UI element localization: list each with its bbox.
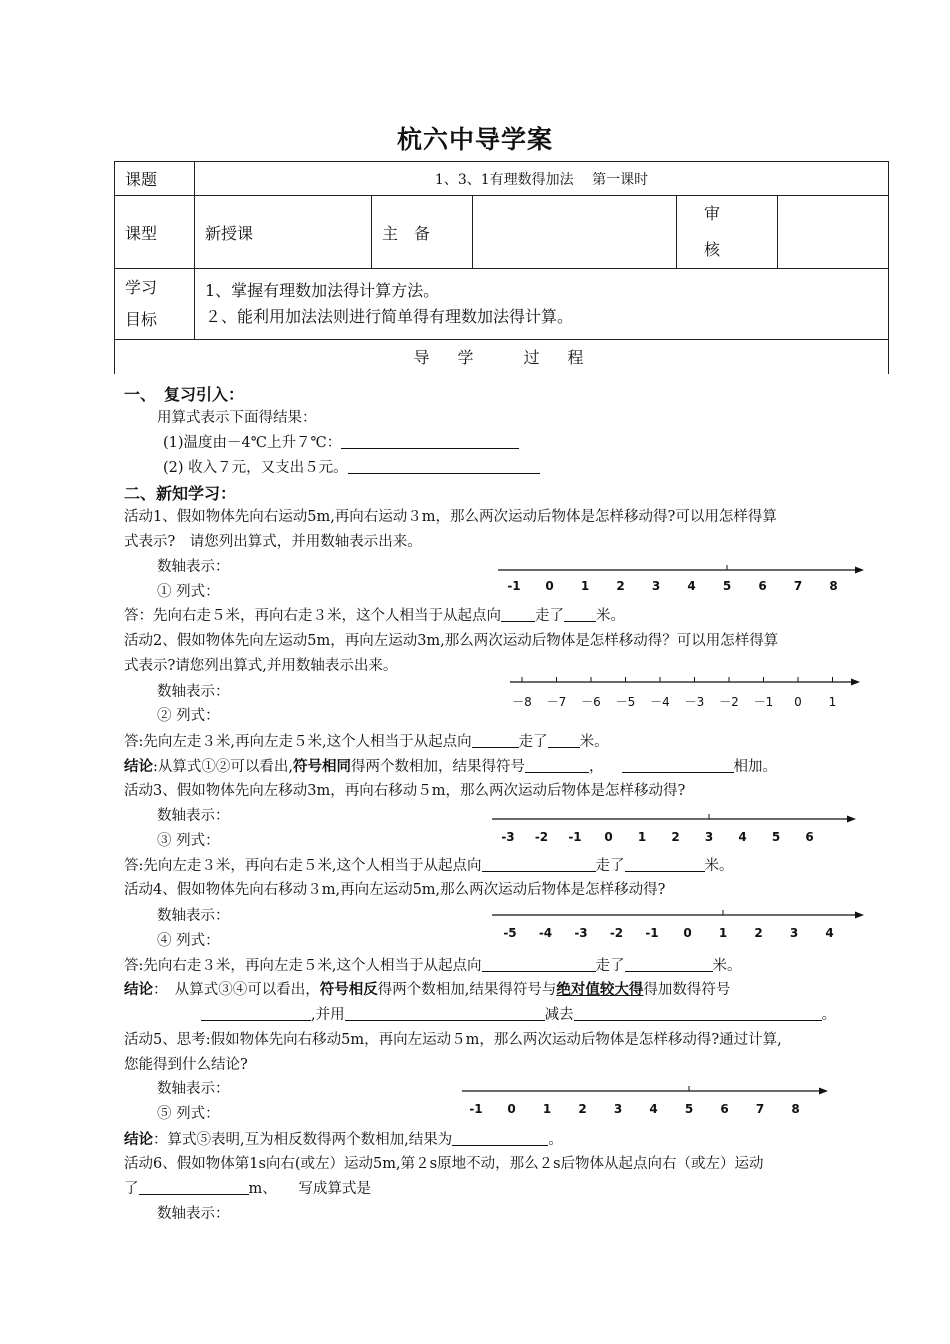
answer-4 <box>124 954 742 975</box>
tick-label: -1 <box>645 926 659 940</box>
axis-label-1: 数轴表示： <box>157 559 230 575</box>
axis-arrow <box>855 567 864 574</box>
tick-label: 3 <box>651 579 661 593</box>
axis-arrow <box>819 1088 828 1095</box>
answer-3-blank-2 <box>625 857 705 872</box>
tick-label: 1 <box>718 926 728 940</box>
tick-label: -2 <box>534 830 549 844</box>
page-title: 杭六中导学案 <box>396 125 553 154</box>
review-intro: 用算式表示下面得结果： <box>157 410 317 426</box>
tick-label: 0 <box>507 1102 516 1116</box>
review-q2-text: (2) 收入７元，又支出５元。 <box>163 460 348 476</box>
activity-5-line-1: 活动5、思考:假如物体先向右移动5m，再向左运动５m，那么两次运动后物体是怎样移动得?通过计算, <box>124 1032 782 1048</box>
answer-3-blank-1 <box>482 857 596 872</box>
tick-label: 6 <box>720 1102 729 1116</box>
conclusion-1-blank-1 <box>525 758 589 773</box>
conclusion-2-bold-2: 绝对值较大得 <box>556 981 644 998</box>
activity-2-line-1: 活动2、假如物体先向左运动5m，再向左运动3m,那么两次运动后物体是怎样移动得？可以用怎样得算 <box>124 633 779 649</box>
tick-label: 7 <box>793 579 803 593</box>
answer-2-c: 米。 <box>579 734 609 750</box>
goal-row <box>115 269 889 340</box>
answer-4-blank-2 <box>625 957 713 972</box>
prepare-label: 主 备 <box>372 196 473 269</box>
answer-1-b: 走了 <box>535 608 564 624</box>
tick-label: －6 <box>581 695 601 709</box>
activity-6-line-1: 活动6、假如物体第1s向右(或左）运动5m,第２s原地不动，那么２s后物体从起点向右（或左）运动 <box>124 1156 764 1172</box>
conclusion-2-line-2 <box>201 1003 836 1024</box>
tick-label: 3 <box>789 926 799 940</box>
tick-label: -2 <box>609 926 624 940</box>
type-value: 新授课 <box>195 196 372 269</box>
goal-label <box>115 269 195 340</box>
goal-2: ２、能利用加法法则进行简单得有理数加法得计算。 <box>205 307 574 326</box>
axis-label-4: 数轴表示： <box>157 908 230 924</box>
tick-label: 4 <box>825 926 834 940</box>
tick-label: 1 <box>637 830 647 844</box>
activity-3-line: 活动3、假如物体先向左移动3m，再向右移动５m，那么两次运动后物体是怎样移动得? <box>124 783 686 799</box>
conclusion-2-a: ： 从算式③④可以看出， <box>153 982 320 998</box>
number-line-1 <box>498 562 864 594</box>
review-value <box>778 196 889 269</box>
topic-value: 1、3、1有理数得加法 第一课时 <box>195 162 889 196</box>
tick-label: 0 <box>604 830 613 844</box>
type-label: 课型 <box>115 196 195 269</box>
activity-1-line-2: 式表示? 请您列出算式，并用数轴表示出来。 <box>124 534 422 550</box>
conclusion-2-f: 。 <box>821 1007 837 1023</box>
tick-label: －2 <box>719 695 739 709</box>
conclusion-3-blank <box>452 1131 548 1146</box>
axis-label-6: 数轴表示： <box>157 1206 230 1222</box>
conclusion-2-label: 结论 <box>124 981 153 998</box>
activity-2-line-2: 式表示?请您列出算式,并用数轴表示出来。 <box>124 658 398 674</box>
process-label: 导 学 过 程 <box>115 340 889 374</box>
prepare-value <box>473 196 677 269</box>
tick-label: 2 <box>578 1102 587 1116</box>
tick-label: 7 <box>755 1102 765 1116</box>
goal-content <box>195 269 889 340</box>
conclusion-1-c: ， <box>589 759 604 775</box>
review-heading: 一、 复习引入： <box>124 385 245 404</box>
tick-label: 3 <box>704 830 714 844</box>
tick-label: 4 <box>649 1102 658 1116</box>
tick-label: 0 <box>683 926 692 940</box>
answer-3-a: 答:先向左走３米，再向右走５米,这个人相当于从起点向 <box>124 858 482 874</box>
answer-4-b: 走了 <box>595 958 625 974</box>
conclusion-2-bold-1: 符号相反 <box>319 981 378 998</box>
conclusion-3-label: 结论 <box>124 1131 153 1148</box>
tick-label: 2 <box>616 579 625 593</box>
conclusion-2-e: 减去 <box>544 1007 574 1023</box>
goal-label-2: 目标 <box>125 310 158 329</box>
conclusion-2-blank-2 <box>345 1006 545 1021</box>
formula-1: ① 列式： <box>157 584 220 600</box>
answer-1-c: 米。 <box>596 608 625 624</box>
answer-1-a: 答：先向右走５米，再向右走３米，这个人相当于从起点向 <box>124 608 501 624</box>
conclusion-2-blank-1 <box>201 1006 311 1021</box>
activity-4-line: 活动4、假如物体先向右移动３m,再向左运动5m,那么两次运动后物体是怎样移动得? <box>124 882 666 898</box>
number-line-4 <box>492 907 864 939</box>
conclusion-2-blank-3 <box>574 1006 822 1021</box>
conclusion-3 <box>124 1128 563 1149</box>
tick-label: 1 <box>542 1102 552 1116</box>
answer-4-a: 答:先向右走３米，再向左走５米,这个人相当于从起点向 <box>124 958 482 974</box>
tick-label: 5 <box>684 1102 694 1116</box>
activity-6-line-2 <box>124 1177 371 1198</box>
answer-2-blank-2 <box>548 733 580 748</box>
tick-label: －4 <box>650 695 670 709</box>
new-heading: 二、新知学习： <box>124 484 237 503</box>
tick-label: -5 <box>503 926 517 940</box>
number-line-2 <box>510 674 860 710</box>
answer-1 <box>124 604 625 625</box>
goal-label-1: 学习 <box>125 278 158 297</box>
goal-1: 1、掌握有理数加法得计算方法。 <box>205 281 440 300</box>
review-q2-blank <box>348 459 540 474</box>
tick-label: 2 <box>754 926 763 940</box>
conclusion-2-line-1 <box>124 978 730 999</box>
tick-label: 5 <box>771 830 781 844</box>
conclusion-1-label: 结论 <box>124 758 153 775</box>
topic-label: 课题 <box>115 162 195 196</box>
axis-arrow <box>855 912 864 919</box>
tick-label: －7 <box>546 695 567 709</box>
topic-row <box>115 162 889 196</box>
review-q2 <box>163 456 540 477</box>
conclusion-1-d: 相加。 <box>733 759 777 775</box>
tick-label: 6 <box>758 579 767 593</box>
tick-label: －1 <box>753 695 774 709</box>
tick-label: 2 <box>671 830 680 844</box>
conclusion-1 <box>124 755 777 776</box>
review-q1-blank <box>341 434 519 449</box>
process-row <box>115 340 889 374</box>
tick-label: -3 <box>501 830 515 844</box>
answer-3 <box>124 854 734 875</box>
tick-label: 1 <box>828 695 837 709</box>
conclusion-1-bold: 符号相同 <box>293 758 351 775</box>
tick-label: 5 <box>722 579 732 593</box>
axis-arrow <box>847 816 856 823</box>
answer-2 <box>124 730 609 751</box>
type-row <box>115 196 889 269</box>
conclusion-2-c: 得加数得符号 <box>643 982 731 998</box>
tick-label: -1 <box>507 579 521 593</box>
tick-label: 3 <box>613 1102 623 1116</box>
conclusion-2-d: ,并用 <box>311 1007 345 1023</box>
formula-4: ④ 列式： <box>157 933 220 949</box>
axis-label-2: 数轴表示： <box>157 684 230 700</box>
activity-6-a: 了 <box>124 1181 139 1197</box>
answer-4-c: 米。 <box>712 958 742 974</box>
tick-label: 1 <box>580 579 590 593</box>
conclusion-1-a: :从算式①②可以看出, <box>153 759 293 775</box>
tick-label: －3 <box>684 695 705 709</box>
activity-6-b: m、 写成算式是 <box>248 1181 371 1197</box>
tick-label: -1 <box>469 1102 483 1116</box>
activity-6-blank <box>139 1180 249 1195</box>
tick-label: -4 <box>538 926 553 940</box>
answer-1-blank-2 <box>564 607 596 622</box>
conclusion-1-b: 得两个数相加，结果得符号 <box>351 759 525 775</box>
answer-2-a: 答:先向左走３米,再向左走５米,这个人相当于从起点向 <box>124 734 472 750</box>
tick-label: 0 <box>794 695 802 709</box>
tick-label: 4 <box>738 830 747 844</box>
tick-label: －8 <box>512 695 532 709</box>
tick-label: 0 <box>545 579 554 593</box>
activity-1-line-1: 活动1、假如物体先向右运动5m,再向右运动３m，那么两次运动后物体是怎样移动得?可以用怎样得算 <box>124 509 777 525</box>
review-label-1: 审 <box>703 204 720 223</box>
conclusion-1-blank-2 <box>622 758 734 773</box>
number-line-3 <box>492 811 856 843</box>
tick-label: 6 <box>805 830 814 844</box>
review-q1-text: (1)温度由－4℃上升７℃： <box>163 435 342 451</box>
formula-5: ⑤ 列式： <box>157 1106 220 1122</box>
axis-arrow <box>851 679 860 686</box>
answer-2-blank-1 <box>472 733 519 748</box>
conclusion-2-b: 得两个数相加,结果得符号与 <box>377 982 557 998</box>
answer-1-blank-1 <box>501 607 535 622</box>
axis-label-5: 数轴表示： <box>157 1081 230 1097</box>
answer-2-b: 走了 <box>518 734 548 750</box>
tick-label: 4 <box>687 579 696 593</box>
tick-label: -3 <box>574 926 588 940</box>
number-line-5 <box>462 1083 828 1115</box>
formula-2: ② 列式： <box>157 708 220 724</box>
review-label-2: 核 <box>703 240 720 259</box>
answer-3-b: 走了 <box>595 858 625 874</box>
axis-label-3: 数轴表示： <box>157 808 230 824</box>
review-q1 <box>163 431 519 452</box>
review-label <box>677 196 778 269</box>
header-table <box>114 161 889 374</box>
answer-3-c: 米。 <box>704 858 734 874</box>
conclusion-3-b: 。 <box>548 1132 563 1148</box>
formula-3: ③ 列式： <box>157 833 220 849</box>
tick-label: -1 <box>568 830 582 844</box>
answer-4-blank-1 <box>482 957 596 972</box>
activity-5-line-2: 您能得到什么结论? <box>124 1057 248 1073</box>
tick-label: 8 <box>791 1102 800 1116</box>
tick-label: 8 <box>829 579 838 593</box>
conclusion-3-a: ：算式⑤表明,互为相反数得两个数相加,结果为 <box>153 1132 453 1148</box>
tick-label: －5 <box>615 695 636 709</box>
